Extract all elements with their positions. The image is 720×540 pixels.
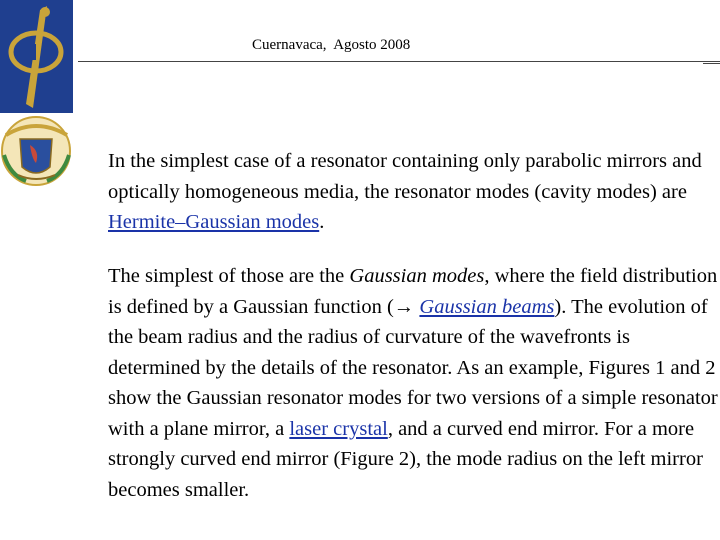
header-title: Cuernavaca, Agosto 2008 — [252, 37, 411, 53]
institute-logo-icon — [0, 0, 73, 113]
header-divider-tail — [703, 63, 720, 64]
paragraph-1-end: . — [319, 211, 325, 233]
paragraph-2-text-d: , and a curved end mirror. For a more strongly curved end mirror (Figure 2), the mode radius on the left mirror becomes smaller. — [108, 417, 703, 501]
university-seal — [0, 115, 73, 187]
paragraph-2-text-b: , where the field distribution is defined by a Gaussian function (→ — [108, 265, 718, 318]
hermite-gaussian-modes-link[interactable]: Hermite–Gaussian modes — [108, 211, 320, 233]
gaussian-modes-emphasis: Gaussian modes — [349, 265, 485, 287]
paragraph-2-text-c: ). The evolution of the beam radius and the radius of curvature of the wavefronts is determined by the details of the resonator. As an example, Figures 1 and 2 show the Gaussian resonator modes for two versions of a simple resonator with a plane mirror, a — [108, 295, 718, 440]
university-seal-icon — [0, 115, 73, 187]
paragraph-2 — [108, 261, 718, 505]
paragraph-2-text-a: The simplest of those are the — [108, 265, 350, 287]
header-divider — [78, 61, 720, 62]
paragraph-1-text: In the simplest case of a resonator containing only parabolic mirrors and optically homogeneous media, the resonator modes (cavity modes) are — [108, 150, 702, 203]
paragraph-1 — [108, 146, 718, 238]
gaussian-beams-link[interactable]: Gaussian beams — [419, 295, 555, 318]
laser-crystal-link[interactable]: laser crystal — [289, 417, 388, 440]
institute-logo — [0, 0, 73, 113]
